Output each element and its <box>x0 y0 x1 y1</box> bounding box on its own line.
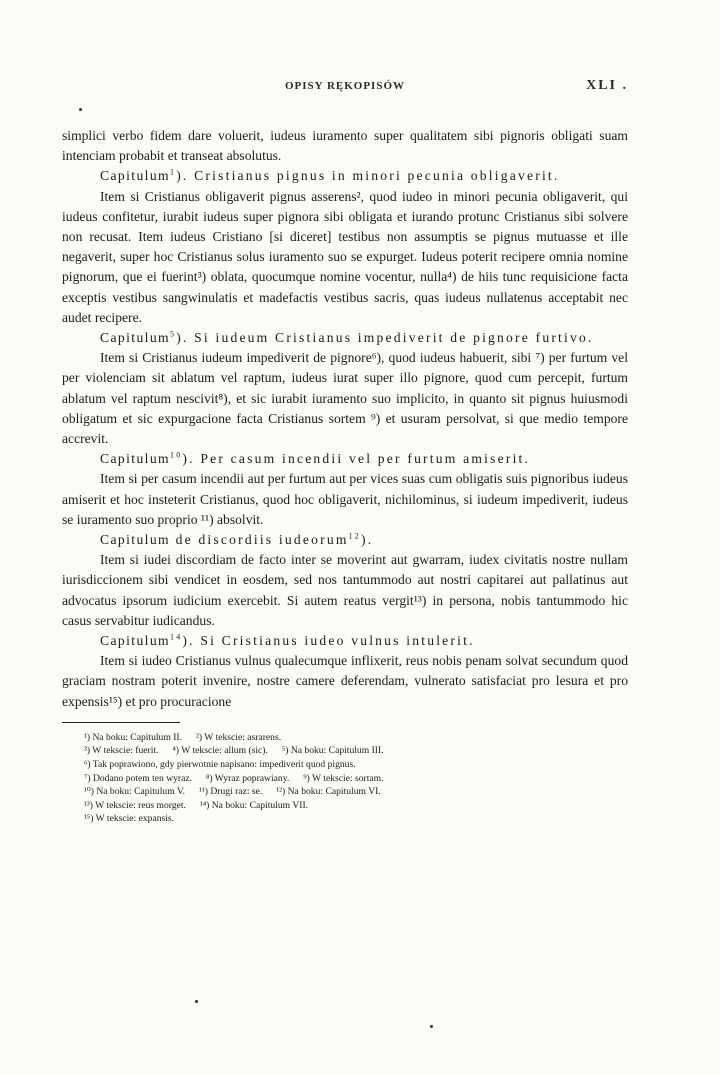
footnote-ref: 12 <box>348 531 362 541</box>
footnote: ²) W tekscie: asrarens. <box>196 731 282 743</box>
chapter-title: Si iudeum Cristianus impediverit de pignore furtivo. <box>194 330 594 346</box>
running-title: OPISY RĘKOPISÓW <box>284 80 406 92</box>
footnote: ¹⁵) W tekscie: expansis. <box>84 813 175 825</box>
footnotes <box>62 731 628 826</box>
footnote: ⁷) Dodano potem ten wyraz. <box>84 772 193 784</box>
footnote-divider <box>62 722 180 723</box>
footnote: ¹³) W tekscie: reus morget. <box>84 799 186 811</box>
ink-speck <box>79 108 82 111</box>
paragraph: Item si Cristianus obligaverit pignus asserens², quod iudeo in minori pecunia obligaverit, qui iudeus confitetur, iurabit iudeus super pignora sibi obligata et iurando protunc Cristianus sibi solvere non recusat. Item iudeus Cristiano [si diceret] testibus non assumptis se pignus mutuasse et ille negaverit, super hoc Cristianus solus iuramento suo se expurget. Iudeus poterit recipere omnia nomine pignorum, que ei fuerint³) oblata, quocumque nomine vocentur, nulla⁴) de hiis tunc requisicione facta exceptis vestibus sangwinulatis et madefactis vestibus sacris, quas iudeus nullatenus acceptabit nec audet recipere. <box>62 188 628 325</box>
footnote: ⁴) W tekscie: allum (sic). <box>172 745 268 757</box>
footnote-ref: 10 <box>170 450 183 460</box>
footnote-row <box>84 744 628 758</box>
footnote: ¹⁴) Na boku: Capitulum VII. <box>199 799 309 811</box>
chapter-label: Capitulum <box>100 633 170 649</box>
paragraph: Item si iudei discordiam de facto inter se moverint aut gwarram, iudex civitatis nostre nullam iurisdiccionem sibi vendicet in eosdem, sed nos tantummodo aut nostri capitarei aut pallatinus aut advocatus ipsorum iudicium exercebit. Si autem reatus vergit¹³) in persona, nobis tantummodo hic casus servabitur iudicandus. <box>62 552 628 628</box>
footnote-row <box>84 785 628 799</box>
paragraph: simplici verbo fidem dare voluerit, iudeus iuramento super qualitatem sibi pignoris obligati suam intenciam probabit et transeat absolutus. <box>62 128 628 164</box>
main-text <box>62 126 628 712</box>
footnote-ref: 14 <box>170 632 183 642</box>
footnote: ¹¹) Drugi raz: se. <box>198 786 263 798</box>
footnote-row <box>84 772 628 786</box>
footnote-row <box>84 758 628 772</box>
chapter-label: Capitulum <box>100 532 170 548</box>
paragraph: Item si Cristianus iudeum impediverit de pignore⁶), quod iudeus habuerit, sibi ⁷) per furtum vel per violenciam sit ablatum vel raptum, iudeus iurat super illo pignore, quod cum percepit, furtum ablatum vel raptum nescivit⁸), et sic iurabit iuramento suo implicito, in quanto sit pignus huiusmodi obligatum et sic expurgacione facta Cristianus sortem ⁹) et usuram persolvat, si que medio tempore accrevit. <box>62 350 628 447</box>
footnote: ¹²) Na boku: Capitulum VI. <box>276 786 381 798</box>
chapter-title: Per casum incendii vel per furtum amiserit. <box>200 451 531 467</box>
ink-speck <box>430 1025 433 1028</box>
chapter-title: Cristianus pignus in minori pecunia obligaverit. <box>194 168 560 184</box>
chapter-heading: Capitulum$^{10}$). Per casum incendii vel per furtum amiserit. <box>100 450 531 467</box>
chapter-title: Si Cristianus iudeo vulnus intulerit. <box>200 633 475 649</box>
footnote: ¹) Na boku: Capitulum II. <box>84 731 182 743</box>
paragraph: Item si iudeo Cristianus vulnus qualecumque inflixerit, reus nobis penam solvat secundum quod graciam nostram poterit invenire, nostre camere deferendam, vulnerato satisfaciat pro lesura et pro expensis¹⁵) et pro procuracione <box>62 653 628 709</box>
ink-speck <box>195 1000 198 1003</box>
footnote-ref: 5 <box>170 329 177 339</box>
chapter-label: Capitulum <box>100 330 170 346</box>
paragraph: Item si per casum incendii aut per furtum aut per vices suas cum obligatis suis pignoribus iudeus amiserit et hoc insteterit Cristianus, quod hoc obligaverit, nichilominus, si iudeum impediverit, iudeus se iuramento suo proprio ¹¹) absolvit. <box>62 471 628 527</box>
footnote-ref: 1 <box>170 167 177 177</box>
page-number: XLI . <box>586 78 628 93</box>
chapter-label: Capitulum <box>100 168 170 184</box>
chapter-heading: Capitulum$^{14}$). Si Cristianus iudeo vulnus intulerit. <box>100 632 475 649</box>
footnote: ¹⁰) Na boku: Capitulum V. <box>84 786 185 798</box>
footnote: ⁹) W tekscie: sortam. <box>303 772 384 784</box>
footnote: ⁶) Tak poprawiono, gdy pierwotnie napisano: impediverit quod pignus. <box>84 759 356 771</box>
footnote: ⁵) Na boku: Capitulum III. <box>281 745 384 757</box>
footnote: ³) W tekscie: fuerit. <box>84 745 159 757</box>
footnote-row <box>84 799 628 813</box>
footnote: ⁸) Wyraz poprawiany. <box>206 772 290 784</box>
document-page <box>62 80 628 826</box>
chapter-heading: Capitulum$^5$). Si iudeum Cristianus impediverit de pignore furtivo. <box>100 329 594 346</box>
footnote-row <box>84 731 628 745</box>
chapter-heading: Capitulum$^1$). Cristianus pignus in minori pecunia obligaverit. <box>100 167 560 184</box>
page-header <box>62 80 628 102</box>
footnote-row <box>84 812 628 826</box>
chapter-heading: Capitulum de discordiis iudeorum$^{12}$). <box>100 531 374 548</box>
chapter-label: Capitulum <box>100 451 170 467</box>
chapter-title: de discordiis iudeorum <box>175 532 349 548</box>
